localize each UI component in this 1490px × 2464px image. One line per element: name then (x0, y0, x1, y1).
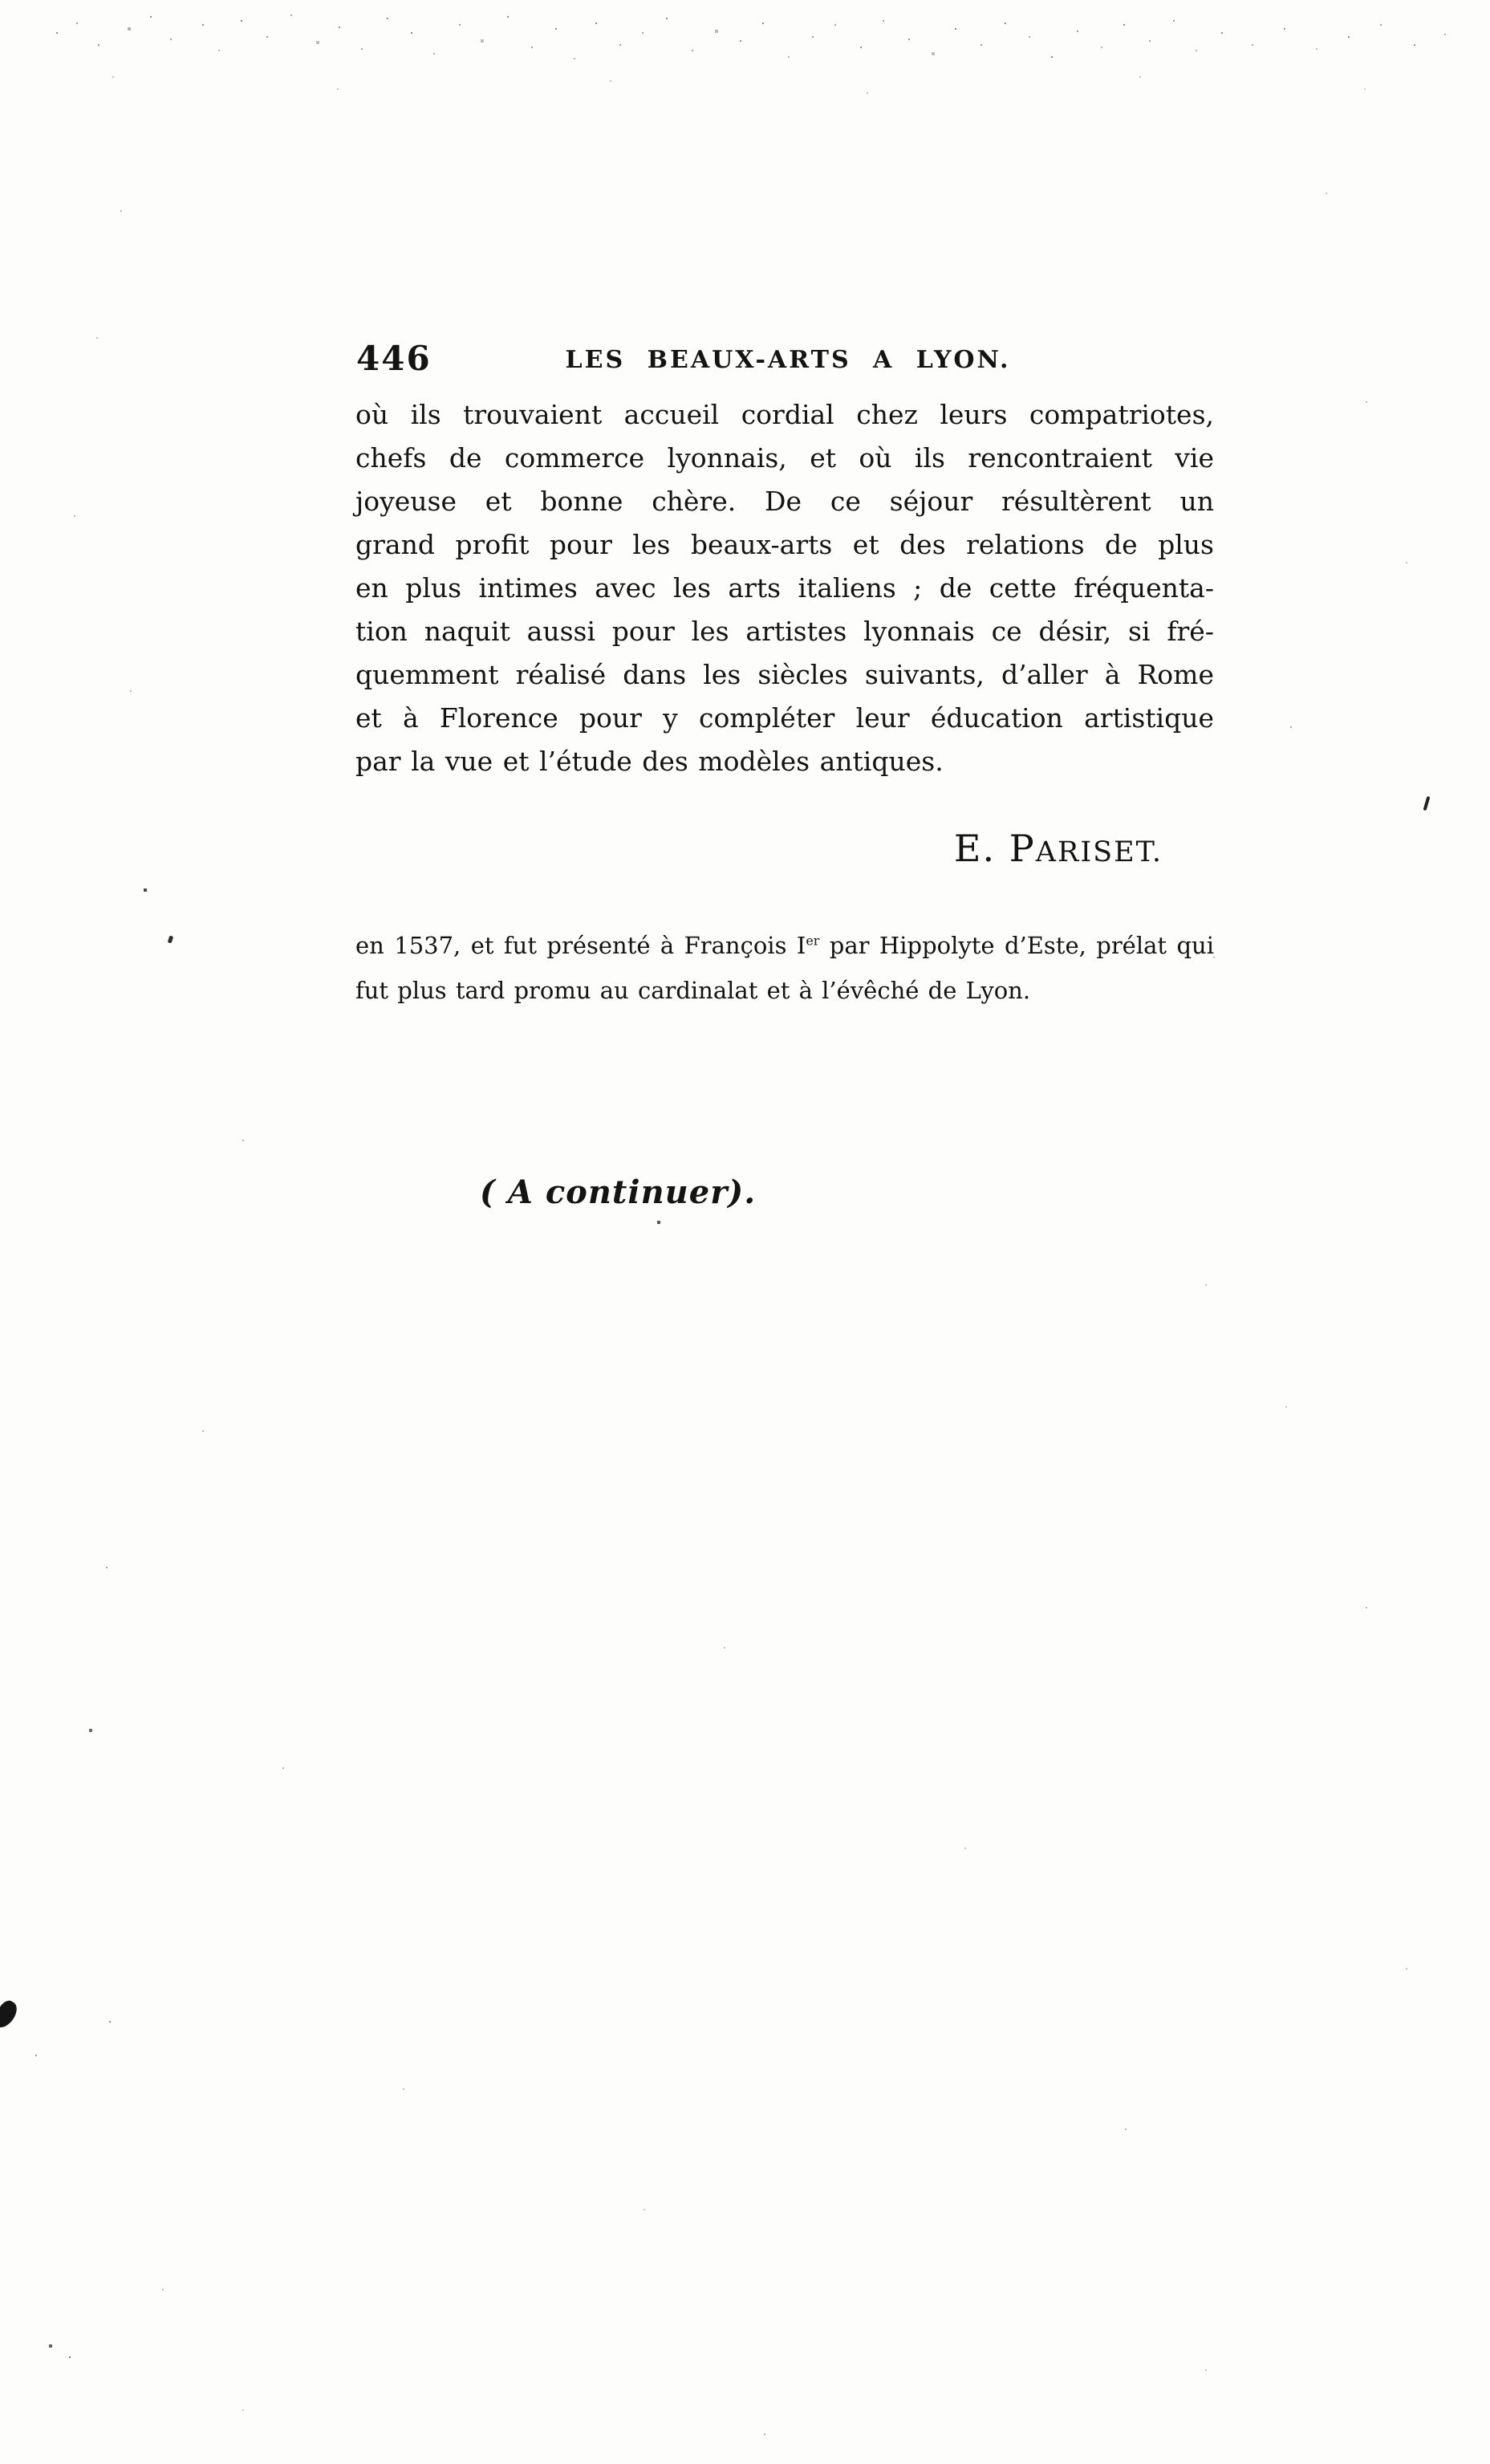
body-line: grand profit pour les beaux-arts et des relations de plus (355, 529, 1214, 560)
ordinal-superscript: er (806, 933, 820, 949)
body-line: par la vue et l’étude des modèles antiques. (355, 746, 944, 777)
scan-noise-specks (0, 0, 2, 2)
body-line: quemment réalisé dans les siècles suivants, d’aller à Rome (355, 659, 1214, 690)
main-paragraph (355, 393, 1214, 783)
signature-initials: E. P (953, 827, 1036, 870)
continuation-note: ( A continuer). (480, 1173, 757, 1211)
author-signature (355, 827, 1214, 870)
body-line: joyeuse et bonne chère. De ce séjour résultèrent un (355, 486, 1214, 517)
page-number: 446 (356, 339, 432, 378)
footnote-text: par Hippolyte d’Este, prélat qui (819, 932, 1214, 959)
scan-artifact-slash (1423, 796, 1431, 811)
footnote-line (355, 923, 1214, 968)
ink-blot (0, 1998, 21, 2031)
footnote (355, 923, 1214, 1013)
scan-artifact-speck (168, 935, 174, 943)
footnote-line: fut plus tard promu au cardinalat et à l’évêché de Lyon. (355, 977, 1031, 1004)
body-line: chefs de commerce lyonnais, et où ils rencontraient vie (355, 442, 1214, 474)
signature-smallcaps: ARISET. (1035, 836, 1163, 868)
body-line: en plus intimes avec les arts italiens ; de cette fréquenta- (355, 572, 1214, 604)
running-title: LES BEAUX-ARTS A LYON. (565, 346, 1011, 374)
footnote-text: en 1537, et fut présenté à François I (355, 932, 806, 959)
body-line: où ils trouvaient accueil cordial chez leurs compatriotes, (355, 399, 1214, 430)
body-line: et à Florence pour y compléter leur éducation artistique (355, 702, 1214, 734)
body-line: tion naquit aussi pour les artistes lyonnais ce désir, si fré- (355, 616, 1214, 647)
